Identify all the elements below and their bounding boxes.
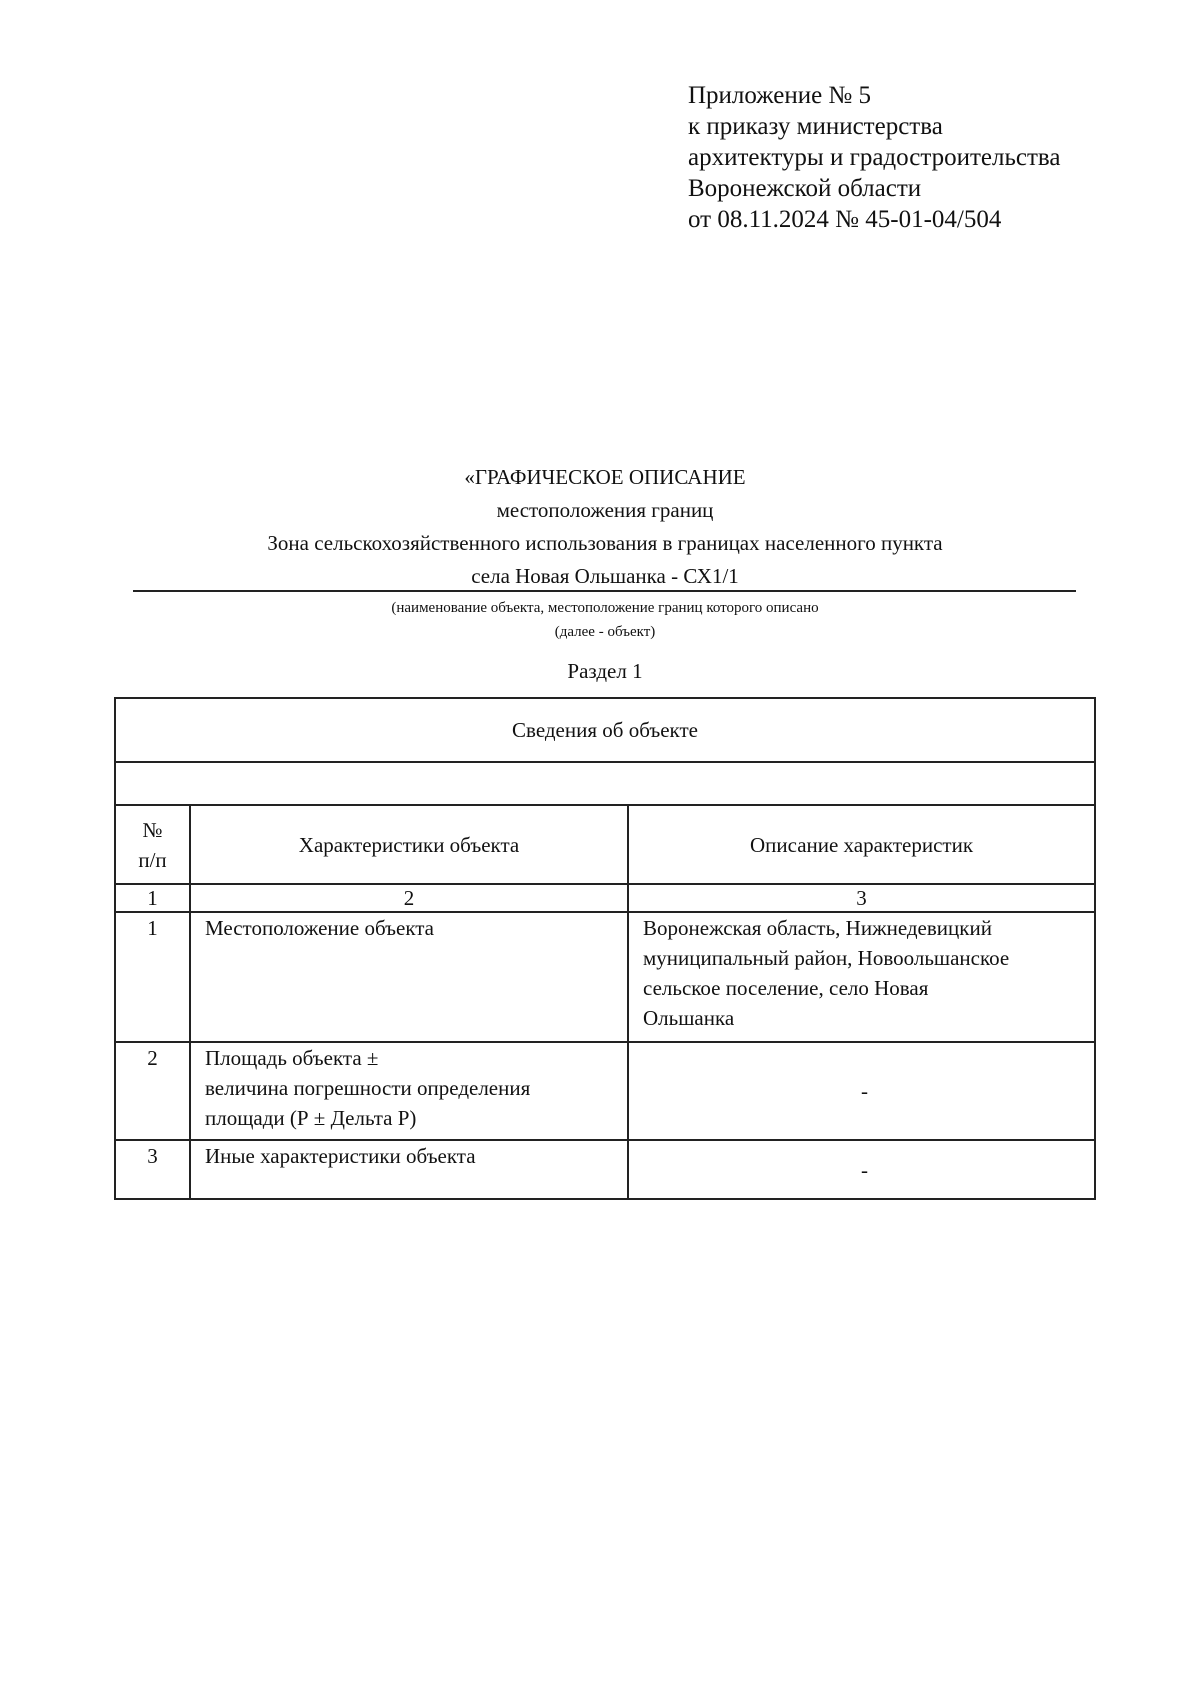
row-description <box>628 1140 1095 1199</box>
appendix-line: архитектуры и градостроительства <box>688 144 1061 171</box>
row-number: 2 <box>115 1042 190 1140</box>
caption-line: (далее - объект) <box>554 624 656 640</box>
cell-text-line: сельское поселение, село Новая <box>643 976 929 1000</box>
column-index: 1 <box>115 884 190 912</box>
table-row <box>115 1042 1095 1140</box>
table-index-row <box>115 884 1095 912</box>
underline-divider <box>133 590 1076 592</box>
cell-text-line: Иные характеристики объекта <box>205 1144 476 1168</box>
appendix-line: от 08.11.2024 № 45-01-04/504 <box>688 206 1002 233</box>
table-blank-row <box>115 762 1095 805</box>
row-description <box>628 1042 1095 1140</box>
document-title: «ГРАФИЧЕСКОЕ ОПИСАНИЕ <box>464 465 746 489</box>
cell-text-line: муниципальный район, Новоольшанское <box>643 946 1010 970</box>
object-caption <box>130 596 1080 644</box>
appendix-line: к приказу министерства <box>688 113 943 140</box>
cell-text-line: Местоположение объекта <box>205 916 435 940</box>
row-characteristic <box>190 912 628 1042</box>
column-index: 3 <box>628 884 1095 912</box>
cell-text-line: величина погрешности определения <box>205 1076 531 1100</box>
appendix-block <box>688 80 1060 235</box>
row-characteristic <box>190 1140 628 1199</box>
caption-line: (наименование объекта, местоположение границ которого описано <box>391 600 819 616</box>
table-header-row <box>115 805 1095 884</box>
column-index: 2 <box>190 884 628 912</box>
section-label: Раздел 1 <box>567 659 643 683</box>
header-number <box>115 805 190 884</box>
appendix-line: Приложение № 5 <box>688 82 872 109</box>
cell-text-line: - <box>861 1157 868 1182</box>
header-characteristic: Характеристики объекта <box>190 805 628 884</box>
row-number: 1 <box>115 912 190 1042</box>
table-title: Сведения об объекте <box>115 698 1095 762</box>
row-description <box>628 912 1095 1042</box>
table-row <box>115 1140 1095 1199</box>
cell-text-line: площади (Р ± Дельта Р) <box>205 1106 417 1130</box>
cell-text-line: - <box>861 1079 868 1103</box>
cell-text-line: Ольшанка <box>643 1006 735 1030</box>
object-info-table <box>114 697 1096 1200</box>
row-characteristic <box>190 1042 628 1140</box>
row-number: 3 <box>115 1140 190 1199</box>
object-name-line: Зона сельскохозяйственного использования в границах населенного пункта <box>267 531 943 555</box>
header-number-line: п/п <box>138 847 167 872</box>
cell-text-line: Воронежская область, Нижнедевицкий <box>643 916 992 940</box>
document-heading <box>130 461 1080 593</box>
object-name-line: села Новая Ольшанка - СХ1/1 <box>471 564 739 588</box>
header-number-line: № <box>142 817 163 842</box>
appendix-line: Воронежской области <box>688 175 922 202</box>
table-row <box>115 912 1095 1042</box>
document-subtitle: местоположения границ <box>496 498 714 522</box>
header-description: Описание характеристик <box>628 805 1095 884</box>
cell-text-line: Площадь объекта ± <box>205 1046 379 1070</box>
